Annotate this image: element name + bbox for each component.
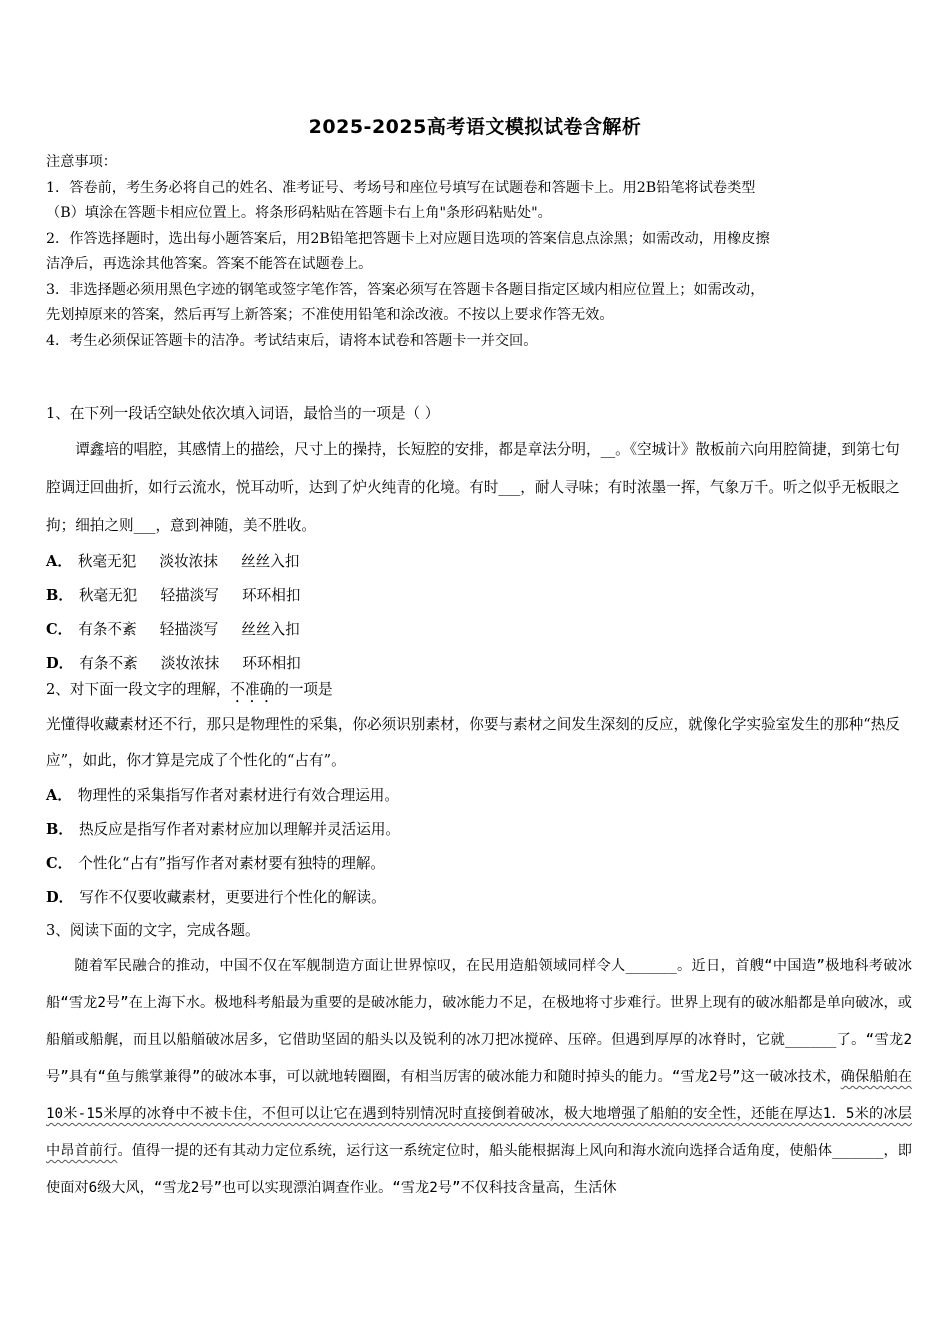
question-1 [46, 397, 912, 681]
question-2-option-c[interactable] [46, 847, 912, 881]
notes-line: 2．作答选择题时，选出每小题答案后，用2B铅笔把答题卡上对应题目选项的答案信息点涂黑；如需改动，用橡皮擦 [46, 230, 770, 247]
question-1-option-b[interactable] [46, 579, 912, 613]
option-letter: C． [46, 855, 73, 872]
notes-line: （B）填涂在答题卡相应位置上。将条形码粘贴在答题卡右上角"条形码粘贴处"。 [46, 205, 552, 221]
question-2-passage: 光懂得收藏素材还不行，那只是物理性的采集，你必须识别素材，你要与素材之间发生深刻的反应，就像化学实验室发生的那种“热反应”，如此，你才算是完成了个性化的“占有”。 [46, 716, 900, 769]
option-letter: D． [46, 655, 74, 672]
question-2-stem [46, 673, 912, 707]
question-2-option-b[interactable] [46, 813, 912, 847]
option-letter: D． [46, 889, 74, 906]
notes-line: 洁净后，再选涂其他答案。答案不能答在试题卷上。 [46, 256, 373, 272]
stem-after: 的一项是 [274, 681, 333, 698]
option-letter: B． [46, 821, 73, 838]
question-1-passage: 谭鑫培的唱腔，其感情上的描绘，尺寸上的操持，长短腔的安排，都是章法分明，__。《空城计》散板前六向用腔简捷，到第七句腔调迂回曲折，如行云流水，悦耳动听，达到了炉火纯青的化境。有时___，耐人寻味；有时浓墨一挥，气象万千。听之似乎无板眼之拘；细拍之则___，意到神随，美不胜收。 [46, 441, 900, 534]
option-text: 有条不紊 轻描淡写 丝丝入扣 [78, 621, 300, 638]
question-3-passage [46, 948, 912, 1207]
option-text: 物理性的采集指写作者对素材进行有效合理运用。 [77, 787, 399, 804]
option-text: 秋毫无犯 轻描淡写 环环相扣 [78, 587, 301, 604]
option-letter: A． [46, 787, 72, 804]
notes-line: 3．非选择题必须用黑色字迹的钢笔或签字笔作答，答案必须写在答题卡各题目指定区域内相应位置上；如需改动， [46, 281, 765, 298]
underlined-sentence: 确保船舶在10米-15米厚的冰脊中不被卡住，不但可以让它在遇到特别情况时直接倒着破冰，极大地增强了船舶的安全性，还能在厚达1．5米的冰层中昂首前行 [46, 1069, 912, 1159]
question-2-option-d[interactable] [46, 881, 912, 915]
option-text: 秋毫无犯 淡妆浓抹 丝丝入扣 [77, 553, 300, 570]
passage-part: 随着军民融合的推动，中国不仅在军舰制造方面让世界惊叹，在民用造船领域同样令人______。近日，首艘“中国造”极地科考破冰船“雪龙2号”在上海下水。极地科考船最为重要的是破冰能力，破冰能力不足，在极地将寸步难行。世界上现有的破冰船都是单向破冰，或船艏或船艉，而且以船艏破冰居多，它借助坚固的船头以及锐利的冰刀把冰搅碎、压碎。但遇到厚厚的冰脊时，它就______了。“雪龙2号”具有“鱼与熊掌兼得”的破冰本事，可以就地转圈圈，有相当厉害的破冰能力和随时掉头的能力。“雪龙2号”这一破冰技术， [46, 958, 912, 1085]
notes-line: 1．答卷前，考生务必将自己的姓名、准考证号、考场号和座位号填写在试题卷和答题卡上。用2B铅笔将试卷类型 [46, 179, 756, 196]
question-2 [46, 673, 912, 915]
stem-before: 2、对下面一段文字的理解， [46, 681, 231, 698]
notes-line: 先划掉原来的答案，然后再写上新答案；不准使用铅笔和涂改液。不按以上要求作答无效。 [46, 307, 614, 323]
notes-heading: 注意事项： [46, 154, 117, 170]
question-1-option-a[interactable] [46, 545, 912, 579]
stem-emphasis: 不准确 [230, 681, 275, 698]
notes-line: 4．考生必须保证答题卡的洁净。考试结束后，请将本试卷和答题卡一并交回。 [46, 332, 538, 349]
option-text: 写作不仅要收藏素材，更要进行个性化的解读。 [79, 889, 386, 906]
option-letter: C． [46, 621, 73, 638]
option-text: 个性化“占有”指写作者对素材要有独特的理解。 [78, 855, 386, 872]
notes-section [46, 150, 916, 354]
question-3-stem: 3、阅读下面的文字，完成各题。 [46, 922, 260, 939]
question-2-option-a[interactable] [46, 779, 912, 813]
question-1-stem: 1、在下列一段话空缺处依次填入词语，最恰当的一项是（ ） [46, 405, 440, 422]
option-letter: A． [46, 553, 72, 570]
option-text: 热反应是指写作者对素材应加以理解并灵活运用。 [78, 821, 401, 838]
option-text: 有条不紊 淡妆浓抹 环环相扣 [79, 655, 301, 672]
passage-part: 。值得一提的还有其动力定位系统，运行这一系统定位时，船头能根据海上风向和海水流向选择合适角度，使船体______，即使面对6级大风，“雪龙2号”也可以实现漂泊调查作业。“雪龙2号”不仅科技含量高，生活休 [46, 1143, 912, 1196]
option-letter: B． [46, 587, 73, 604]
question-3 [46, 914, 912, 1207]
question-1-option-c[interactable] [46, 613, 912, 647]
page-title: 2025-2025高考语文模拟试卷含解析 [308, 116, 642, 138]
